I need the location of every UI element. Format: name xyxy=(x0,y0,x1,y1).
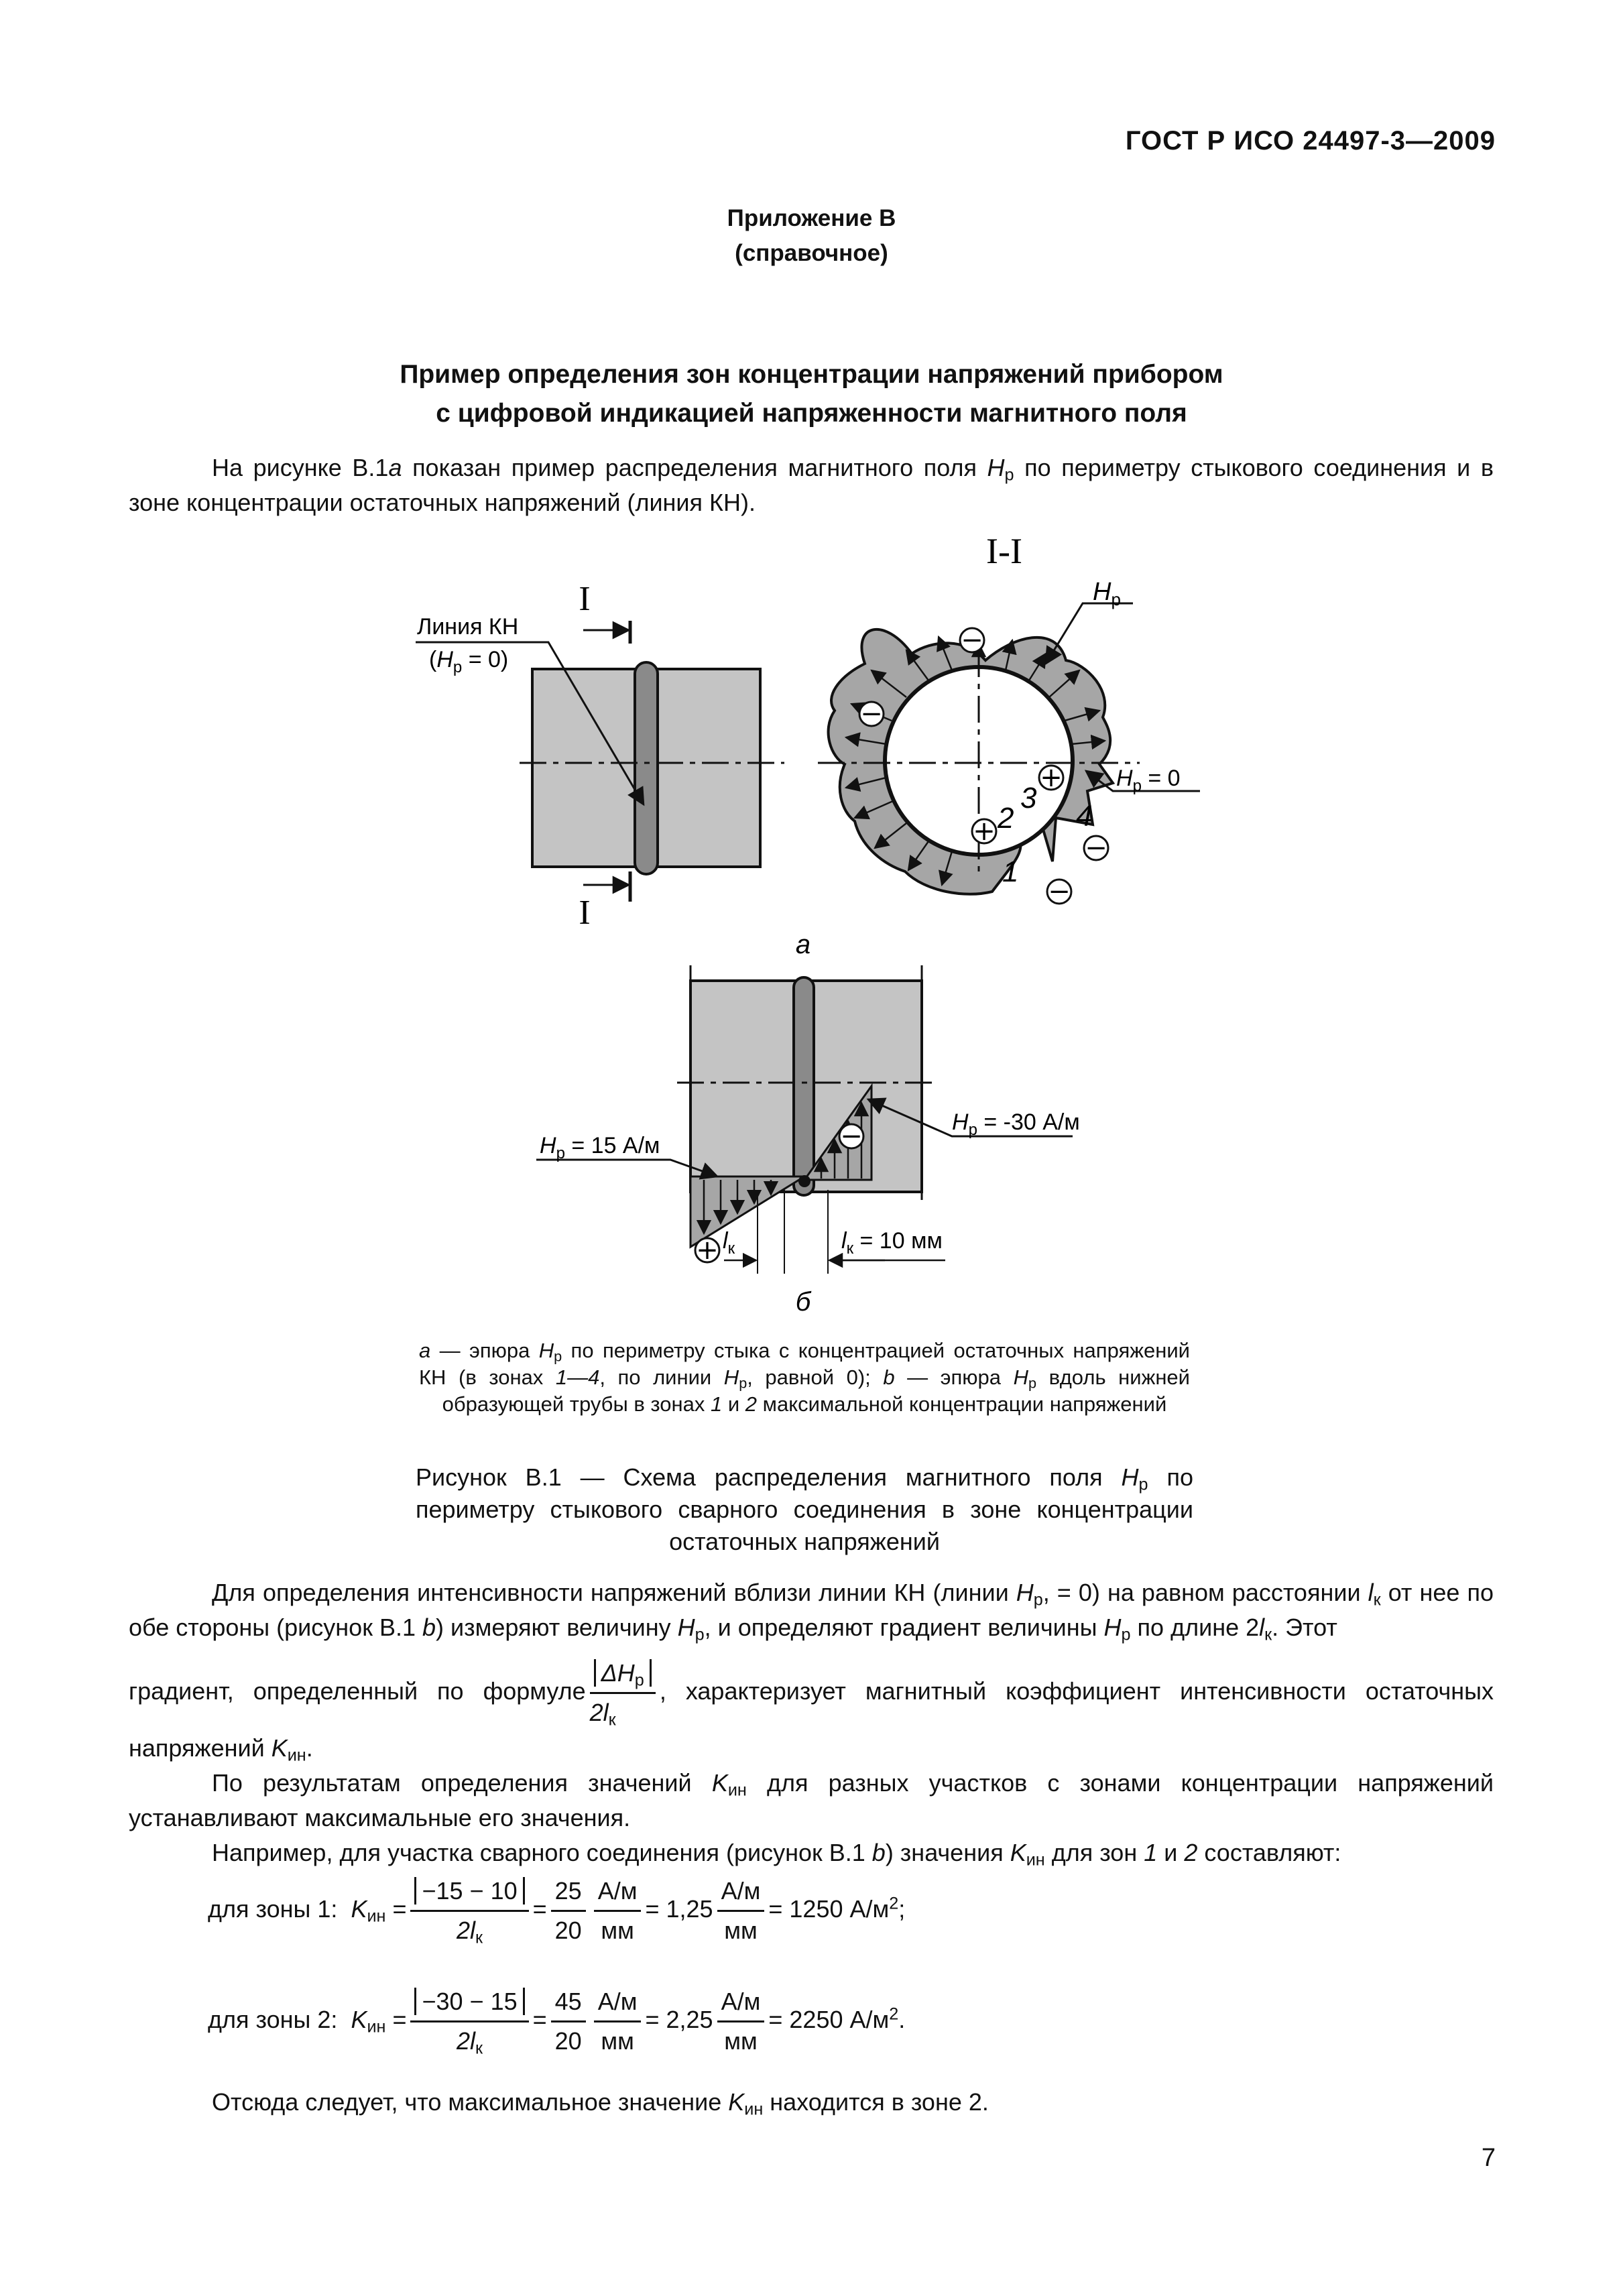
text: = xyxy=(392,2006,407,2034)
formula-zone-2 xyxy=(208,1984,905,2059)
label-hp: $H_р$ xyxy=(1093,578,1121,609)
text: H xyxy=(677,1614,695,1641)
section-view xyxy=(818,603,1200,907)
text: ин xyxy=(367,2017,386,2037)
text: ) измеряют величину xyxy=(436,1614,678,1641)
text: к xyxy=(1373,1590,1381,1610)
paragraph-example xyxy=(129,1835,1494,1870)
zone-4-label: 4 xyxy=(1076,800,1093,833)
text: находится в зоне 2. xyxy=(763,2088,989,2116)
text: H xyxy=(1016,1579,1034,1606)
text: для разных участков с зонами концентрации напряжений устанавливают максимальные его значения. xyxy=(129,1769,1494,1831)
text: 2,25 xyxy=(666,2006,713,2034)
section-label: I-I xyxy=(986,531,1022,571)
text: = xyxy=(645,2006,660,2034)
zone-3-label: 3 xyxy=(1020,782,1037,814)
sign-minus: − xyxy=(1048,876,1071,907)
text: — эпюра xyxy=(430,1339,539,1362)
text: 1 xyxy=(711,1392,723,1416)
cut-label-bottom: I xyxy=(579,894,591,932)
paragraph-conclusion xyxy=(129,2085,1494,2120)
text: = xyxy=(768,1895,783,1923)
text: максимальной концентрации напряжений xyxy=(757,1392,1167,1416)
sign-plus: + xyxy=(973,816,996,847)
text: K xyxy=(711,1769,728,1797)
text: H xyxy=(1121,1463,1139,1491)
text: градиент, определенный по формуле xyxy=(129,1677,586,1705)
text: По результатам определения значений xyxy=(212,1769,712,1797)
text: А/м xyxy=(717,1984,765,2022)
text: −15 − 10 xyxy=(414,1877,524,1905)
appendix-label: Приложение В xyxy=(727,205,896,231)
text: и xyxy=(1157,1839,1185,1866)
sign-minus: − xyxy=(860,699,883,729)
figure-caption xyxy=(416,1461,1193,1558)
text: l xyxy=(1368,1579,1374,1606)
text: H xyxy=(538,1339,554,1362)
text: = xyxy=(532,2006,547,2034)
paragraph-results xyxy=(129,1766,1494,1835)
document-header: ГОСТ Р ИСО 24497-3—2009 xyxy=(1125,126,1496,156)
text: Для определения интенсивности напряжений вблизи линии КН (линии xyxy=(212,1579,1016,1606)
sign-minus: − xyxy=(1085,833,1107,863)
formula-zone-1 xyxy=(208,1874,905,1948)
text: K xyxy=(728,2088,745,2116)
text: H xyxy=(723,1366,739,1389)
text: 2 xyxy=(1184,1839,1198,1866)
text: . xyxy=(898,2006,906,2034)
text: р xyxy=(1138,1475,1148,1494)
text: для зоны 2: xyxy=(208,2006,338,2034)
text: K xyxy=(351,2006,367,2034)
text: ин xyxy=(287,1746,306,1765)
text: 2l xyxy=(589,1699,609,1726)
text: . Этот xyxy=(1272,1614,1337,1641)
text: 45 xyxy=(551,1984,586,2022)
text: мм xyxy=(601,2027,634,2055)
text: K xyxy=(1010,1839,1026,1866)
text: = xyxy=(532,1895,547,1923)
text: K xyxy=(351,1895,367,1923)
text: к xyxy=(475,1928,483,1947)
text: 20 xyxy=(554,1917,582,1944)
text: по длине 2 xyxy=(1130,1614,1260,1641)
text: вдоль нижней образующей трубы в зонах xyxy=(442,1366,1190,1416)
text: мм xyxy=(724,1917,758,1944)
text: −30 − 15 xyxy=(414,1988,524,2015)
sign-plus: + xyxy=(1040,762,1063,793)
text: р xyxy=(1121,1625,1131,1644)
text: 1250 А/м xyxy=(789,1895,890,1923)
text: А/м xyxy=(717,1874,765,1912)
text: , характеризует магнитный коэффициент интенсивности остаточных xyxy=(659,1677,1494,1705)
text: по периметру стыкового сварного соединения в зоне концентрации остаточных напряжений xyxy=(416,1463,1193,1555)
text: от нее по обе стороны (рисунок В.1 xyxy=(129,1579,1494,1641)
weld-seam-b xyxy=(794,977,814,1195)
text: 1 xyxy=(1144,1839,1158,1866)
label-lk: $l_к$ xyxy=(723,1228,735,1258)
text: для зон xyxy=(1044,1839,1144,1866)
text: , = 0) на равном расстоянии xyxy=(1042,1579,1368,1606)
text: р xyxy=(1028,1374,1037,1392)
text: 2l xyxy=(457,1917,476,1944)
text: р xyxy=(695,1625,705,1644)
cut-label-top: I xyxy=(579,580,591,618)
text: к xyxy=(608,1710,616,1730)
paragraph-formula xyxy=(129,1656,1494,1730)
text: Отсюда следует, что максимальное значение xyxy=(212,2088,729,2116)
page-number: 7 xyxy=(1481,2144,1496,2172)
text: = xyxy=(392,1895,407,1923)
text: b xyxy=(883,1366,895,1389)
text: ин xyxy=(727,1780,747,1800)
text: ; xyxy=(898,1895,906,1923)
text: ) значения xyxy=(885,1839,1010,1866)
text: показан пример распределения магнитного поля xyxy=(402,454,987,481)
text: ин xyxy=(744,2100,764,2119)
label-hp15: $H_р = 15$ А/м xyxy=(540,1133,660,1162)
text: 2 xyxy=(889,1894,899,1913)
zone-2-label: 2 xyxy=(998,802,1014,835)
label-line-kn-cond: $(H_р = 0)$ xyxy=(429,647,509,676)
text: р xyxy=(739,1374,747,1392)
text: р xyxy=(554,1347,562,1365)
text: H xyxy=(987,454,1005,481)
text: На рисунке В.1 xyxy=(212,454,389,481)
text: р xyxy=(1033,1590,1043,1610)
text: = xyxy=(645,1895,660,1923)
label-hp0: $H_р = 0$ xyxy=(1116,766,1181,795)
text: а xyxy=(419,1339,431,1362)
text: 2250 А/м xyxy=(789,2006,890,2034)
text: р xyxy=(1004,465,1014,485)
text: = xyxy=(768,2006,783,2034)
text: мм xyxy=(724,2027,758,2055)
text: . xyxy=(306,1734,313,1762)
subfigure-b-label: б xyxy=(795,1287,811,1317)
text: а xyxy=(388,454,402,481)
text: , и определяют градиент величины xyxy=(704,1614,1104,1641)
text: А/м xyxy=(594,1874,642,1912)
text: b xyxy=(422,1614,436,1641)
text: ΔH xyxy=(601,1659,635,1687)
text: 2l xyxy=(457,2027,476,2055)
text: 25 xyxy=(551,1874,586,1912)
paragraph-gradient xyxy=(129,1575,1494,1645)
text: , по линии xyxy=(599,1366,724,1389)
text: напряжений xyxy=(129,1734,272,1762)
text: А/м xyxy=(594,1984,642,2022)
text: 2 xyxy=(889,2004,899,2024)
sign-minus: − xyxy=(961,625,983,656)
text: к xyxy=(475,2039,483,2058)
appendix-kind: (справочное) xyxy=(735,240,888,266)
text: по периметру стыка с концентрацией остаточных напряжений КН (в зонах xyxy=(419,1339,1190,1389)
text: b xyxy=(871,1839,886,1866)
sign-minus: − xyxy=(840,1121,863,1152)
text: 2 xyxy=(745,1392,758,1416)
text: ин xyxy=(1026,1850,1045,1870)
text: 20 xyxy=(554,2027,582,2055)
text: — эпюра xyxy=(894,1366,1014,1389)
text: Например, для участка сварного соединения (рисунок В.1 xyxy=(212,1839,872,1866)
gradient-fraction xyxy=(590,1656,656,1730)
text: 1—4 xyxy=(555,1366,600,1389)
text: K xyxy=(271,1734,288,1762)
sign-plus: + xyxy=(696,1235,719,1266)
subfigure-a-label: а xyxy=(795,930,811,959)
label-hp30: $H_р = -30$ А/м xyxy=(952,1109,1080,1139)
title-line-1: Пример определения зон концентрации напряжений прибором xyxy=(400,360,1223,389)
weld-seam xyxy=(635,662,658,874)
text: для зоны 1: xyxy=(208,1895,338,1923)
text: р xyxy=(634,1671,644,1690)
text: l xyxy=(1259,1614,1265,1641)
text: к xyxy=(1264,1625,1272,1644)
text: , равной 0); xyxy=(747,1366,884,1389)
text: по периметру стыкового соединения и в зоне концентрации остаточных напряжений (линия КН). xyxy=(129,454,1494,516)
zone-1-label: 1 xyxy=(1002,855,1019,888)
paragraph-formula-end xyxy=(129,1731,1494,1766)
text: 1,25 xyxy=(666,1895,713,1923)
text: H xyxy=(1103,1614,1122,1641)
text: H xyxy=(1013,1366,1028,1389)
text: и xyxy=(722,1392,745,1416)
title-line-2: с цифровой индикацией напряженности магнитного поля xyxy=(436,399,1187,428)
text: ин xyxy=(367,1907,386,1926)
label-lk10: $l_к = 10$ мм xyxy=(841,1228,943,1258)
label-line-kn: Линия КН xyxy=(417,614,519,640)
figure-legend xyxy=(419,1337,1190,1418)
text: составляют: xyxy=(1197,1839,1341,1866)
text: Рисунок В.1 — Схема распределения магнитного поля xyxy=(416,1463,1122,1491)
text: мм xyxy=(601,1917,634,1944)
